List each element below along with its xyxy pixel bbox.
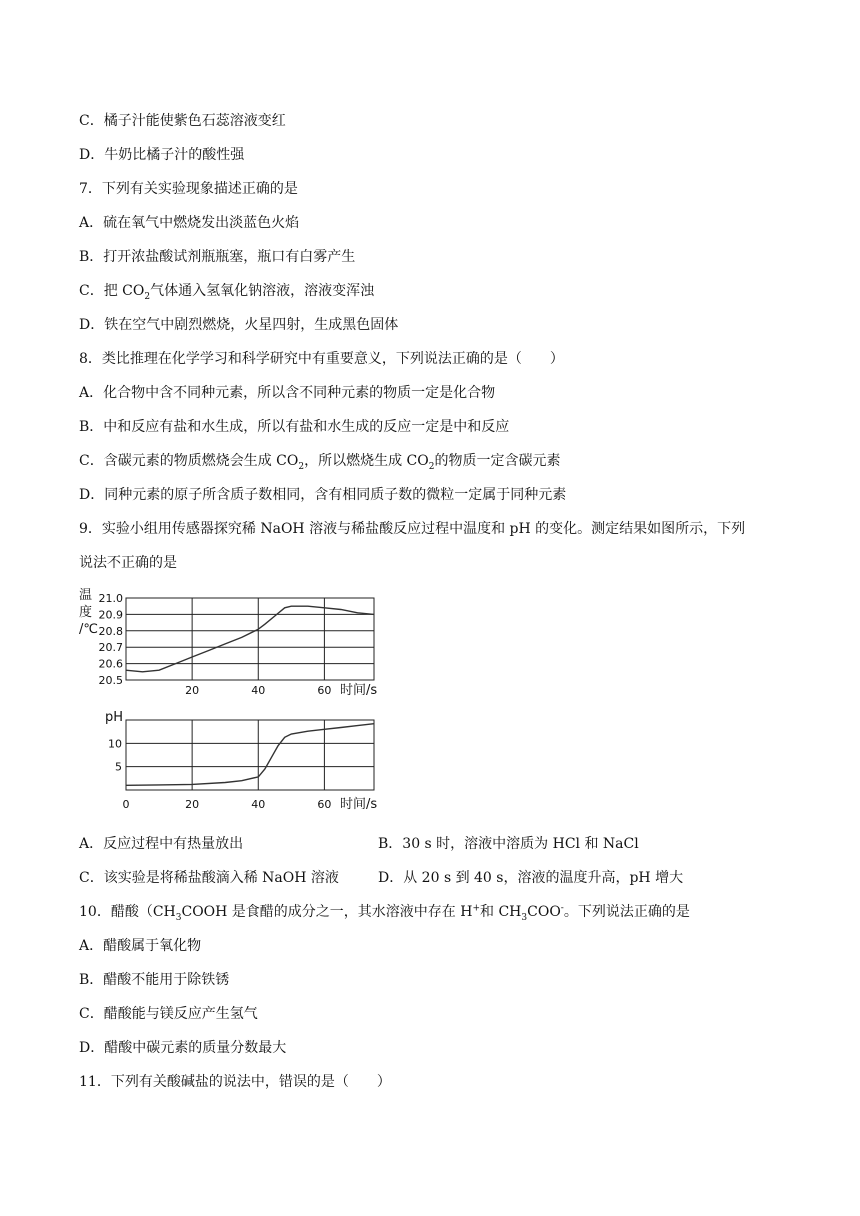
x-axis-label: 时间/s [340,797,378,812]
q6-option-d: D．牛奶比橘子汁的酸性强 [79,147,245,163]
y-tick-label: 20.6 [98,657,123,671]
q9-option-a: A．反应过程中有热量放出 [79,836,244,852]
x-tick-label: 40 [251,684,266,697]
x-tick-label: 60 [317,684,332,697]
q10-option-b: B．醋酸不能用于除铁锈 [79,972,230,988]
y-axis-label: pH [105,710,124,725]
q8-option-d: D．同种元素的原子所含质子数相同，含有相同质子数的微粒一定属于同种元素 [79,487,567,503]
q9-stem-line-1: 9．实验小组用传感器探究稀 NaOH 溶液与稀盐酸反应过程中温度和 pH 的变化。测定结果如图所示，下列 [79,521,746,537]
y-tick-label: 21.0 [98,592,123,605]
q8-option-b: B．中和反应有盐和水生成，所以有盐和水生成的反应一定是中和反应 [79,419,510,435]
x-tick-label: 40 [251,798,266,811]
q9-stem-line-2: 说法不正确的是 [79,555,177,571]
q9-option-b: B．30 s 时，溶液中溶质为 HCl 和 NaCl [378,836,639,852]
q7-option-c: C．把 $CO_2$气体通入氢氧化钠溶液，溶液变浑浊 [79,283,375,302]
y-axis-label: 度 [79,605,93,620]
q8-stem: 8．类比推理在化学学习和科学研究中有重要意义，下列说法正确的是（ ） [79,351,564,367]
temperature-series-line [126,606,374,672]
q10-stem: 10．醋酸（$CH_3COOH$ 是食醋的成分之一，其水溶液中存在 H+和 $CH_3COO^-$。下列说法正确的是 [79,903,690,923]
q10-option-c: C．醋酸能与镁反应产生氢气 [79,1006,258,1022]
q9-option-d: D．从 20 s 到 40 s，溶液的温度升高，pH 增大 [378,870,684,886]
y-tick-label: 5 [115,760,122,774]
q8-option-c: C．含碳元素的物质燃烧会生成 $CO_2$，所以燃烧生成 $CO_2$的物质一定含碳元素 [79,453,561,472]
q7-stem: 7．下列有关实验现象描述正确的是 [79,181,298,197]
q8-option-a: A．化合物中含不同种元素，所以含不同种元素的物质一定是化合物 [79,385,496,401]
q9-option-c: C．该实验是将稀盐酸滴入稀 NaOH 溶液 [79,870,339,886]
q10-option-d: D．醋酸中碳元素的质量分数最大 [79,1040,287,1056]
x-tick-label: 20 [185,798,200,811]
q7-option-b: B．打开浓盐酸试剂瓶瓶塞，瓶口有白雾产生 [79,249,356,265]
x-tick-label: 60 [317,798,332,811]
y-tick-label: 20.7 [98,641,123,655]
x-tick-label: 20 [185,684,200,697]
y-axis-label: /℃ [79,622,98,637]
q6-option-c: C．橘子汁能使紫色石蕊溶液变红 [79,113,286,129]
x-axis-label: 时间/s [340,683,378,697]
plot-frame [126,598,374,680]
ph-chart [78,707,398,822]
q10-option-a: A．醋酸属于氧化物 [79,938,202,954]
x-tick-label: 0 [122,798,130,811]
temperature-chart [78,582,398,697]
y-tick-label: 20.5 [98,674,123,687]
y-tick-label: 20.8 [98,624,123,638]
y-tick-label: 20.9 [98,608,123,622]
q7-option-a: A．硫在氧气中燃烧发出淡蓝色火焰 [79,215,300,231]
y-axis-label: 温 [79,588,93,603]
y-tick-label: 10 [108,737,122,751]
q7-option-d: D．铁在空气中剧烈燃烧，火星四射，生成黑色固体 [79,317,399,333]
ph-series-line [126,724,374,786]
q11-stem: 11．下列有关酸碱盐的说法中，错误的是（ ） [79,1074,391,1090]
